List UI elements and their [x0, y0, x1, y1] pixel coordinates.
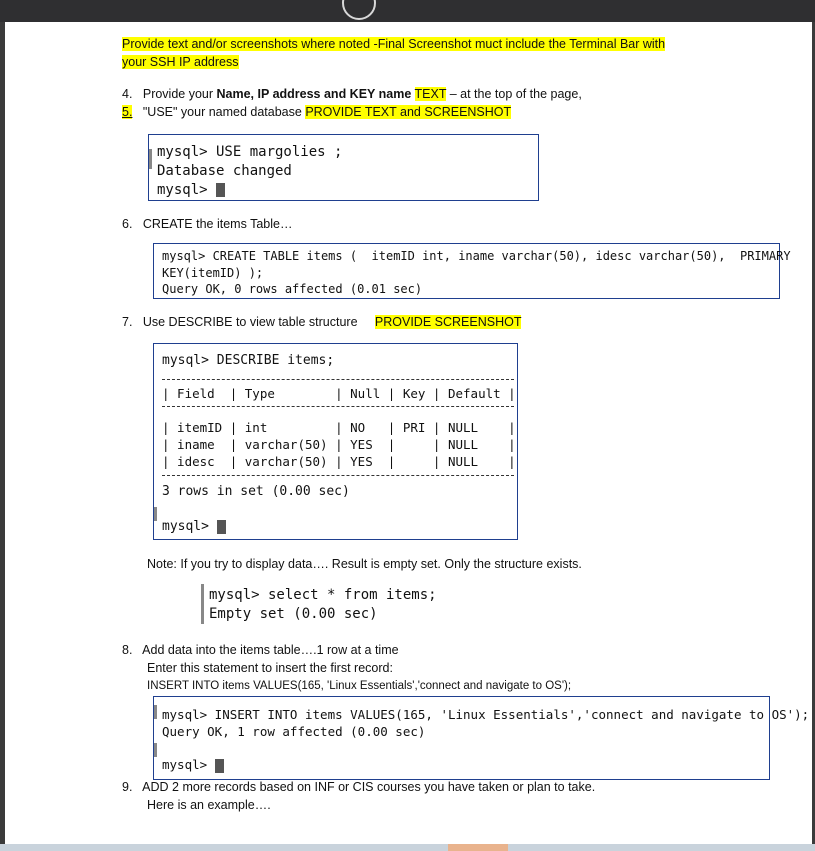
terminal-line: mysql> DESCRIBE items;: [162, 353, 335, 368]
terminal-screenshot-insert: [153, 696, 810, 780]
terminal-gutter: [154, 705, 157, 719]
terminal-line: mysql> CREATE TABLE items ( itemID int, iname varchar(50), idesc varchar(50), PRIMARY: [162, 249, 791, 263]
terminal-screenshot-create: [153, 243, 791, 299]
note: Note: If you try to display data…. Result is empty set. Only the structure exists.: [147, 557, 582, 571]
terminal-line: Query OK, 1 row affected (0.00 sec): [162, 724, 426, 739]
terminal-gutter: [154, 743, 157, 757]
table-row: | iname | varchar(50) | YES | | NULL |: [162, 437, 516, 452]
intro-line-2: your SSH IP address: [122, 55, 239, 69]
terminal-gutter: [149, 149, 152, 169]
scroll-position-indicator[interactable]: [448, 844, 508, 851]
table-border: [162, 475, 514, 476]
prompt-text: mysql>: [162, 519, 217, 534]
terminal-line: 3 rows in set (0.00 sec): [162, 484, 350, 499]
cursor-icon: [217, 520, 226, 534]
prompt-text: mysql>: [157, 182, 217, 198]
table-border: [162, 406, 514, 407]
scroll-knob-icon[interactable]: [342, 0, 376, 20]
table-header: | Field | Type | Null | Key | Default |: [162, 386, 516, 401]
terminal-line: KEY(itemID) );: [162, 266, 264, 280]
terminal-line: mysql> INSERT INTO items VALUES(165, 'Linux Essentials','connect and navigate to OS');: [162, 707, 810, 722]
step-6: 6. CREATE the items Table…: [122, 217, 293, 231]
terminal-prompt-line: [162, 519, 226, 534]
terminal-line: mysql> select * from items;: [209, 587, 437, 603]
terminal-line: Query OK, 0 rows affected (0.01 sec): [162, 282, 423, 296]
step-7: 7. Use DESCRIBE to view table structure PROVIDE SCREENSHOT: [122, 315, 522, 329]
cursor-icon: [216, 183, 225, 197]
cursor-icon: [215, 759, 224, 773]
terminal-prompt-line: [157, 182, 225, 198]
terminal-line: Empty set (0.00 sec): [209, 606, 378, 622]
prompt-text: mysql>: [162, 757, 215, 772]
step-8-line-2: Enter this statement to insert the first record:: [147, 661, 393, 675]
terminal-line: mysql> USE margolies ;: [157, 144, 343, 160]
step-4: 4. Provide your Name, IP address and KEY name TEXT – at the top of the page,: [122, 87, 582, 101]
document-page: [5, 22, 812, 844]
terminal-screenshot-describe: [153, 343, 518, 540]
terminal-prompt-line: [162, 757, 224, 773]
intro-line-1: Provide text and/or screenshots where noted -Final Screenshot muct include the Terminal Bar with: [122, 37, 666, 51]
terminal-screenshot-use: [148, 134, 539, 201]
viewer-bottom-bar: [0, 844, 815, 851]
terminal-gutter: [201, 584, 204, 624]
table-border: [162, 379, 514, 380]
step-9: 9. ADD 2 more records based on INF or CIS courses you have taken or plan to take.: [122, 780, 596, 794]
table-row: | itemID | int | NO | PRI | NULL |: [162, 420, 516, 435]
viewer-top-bar: [0, 0, 815, 22]
step-5: 5. "USE" your named database PROVIDE TEXT and SCREENSHOT: [122, 105, 512, 119]
step-8-statement: INSERT INTO items VALUES(165, 'Linux Essentials','connect and navigate to OS');: [147, 680, 572, 692]
step-8: 8. Add data into the items table….1 row at a time: [122, 643, 399, 657]
terminal-line: Database changed: [157, 163, 292, 179]
step-9-line-2: Here is an example….: [147, 798, 271, 812]
table-row: | idesc | varchar(50) | YES | | NULL |: [162, 454, 516, 469]
terminal-gutter: [154, 507, 157, 521]
terminal-snippet-select: [201, 582, 441, 626]
